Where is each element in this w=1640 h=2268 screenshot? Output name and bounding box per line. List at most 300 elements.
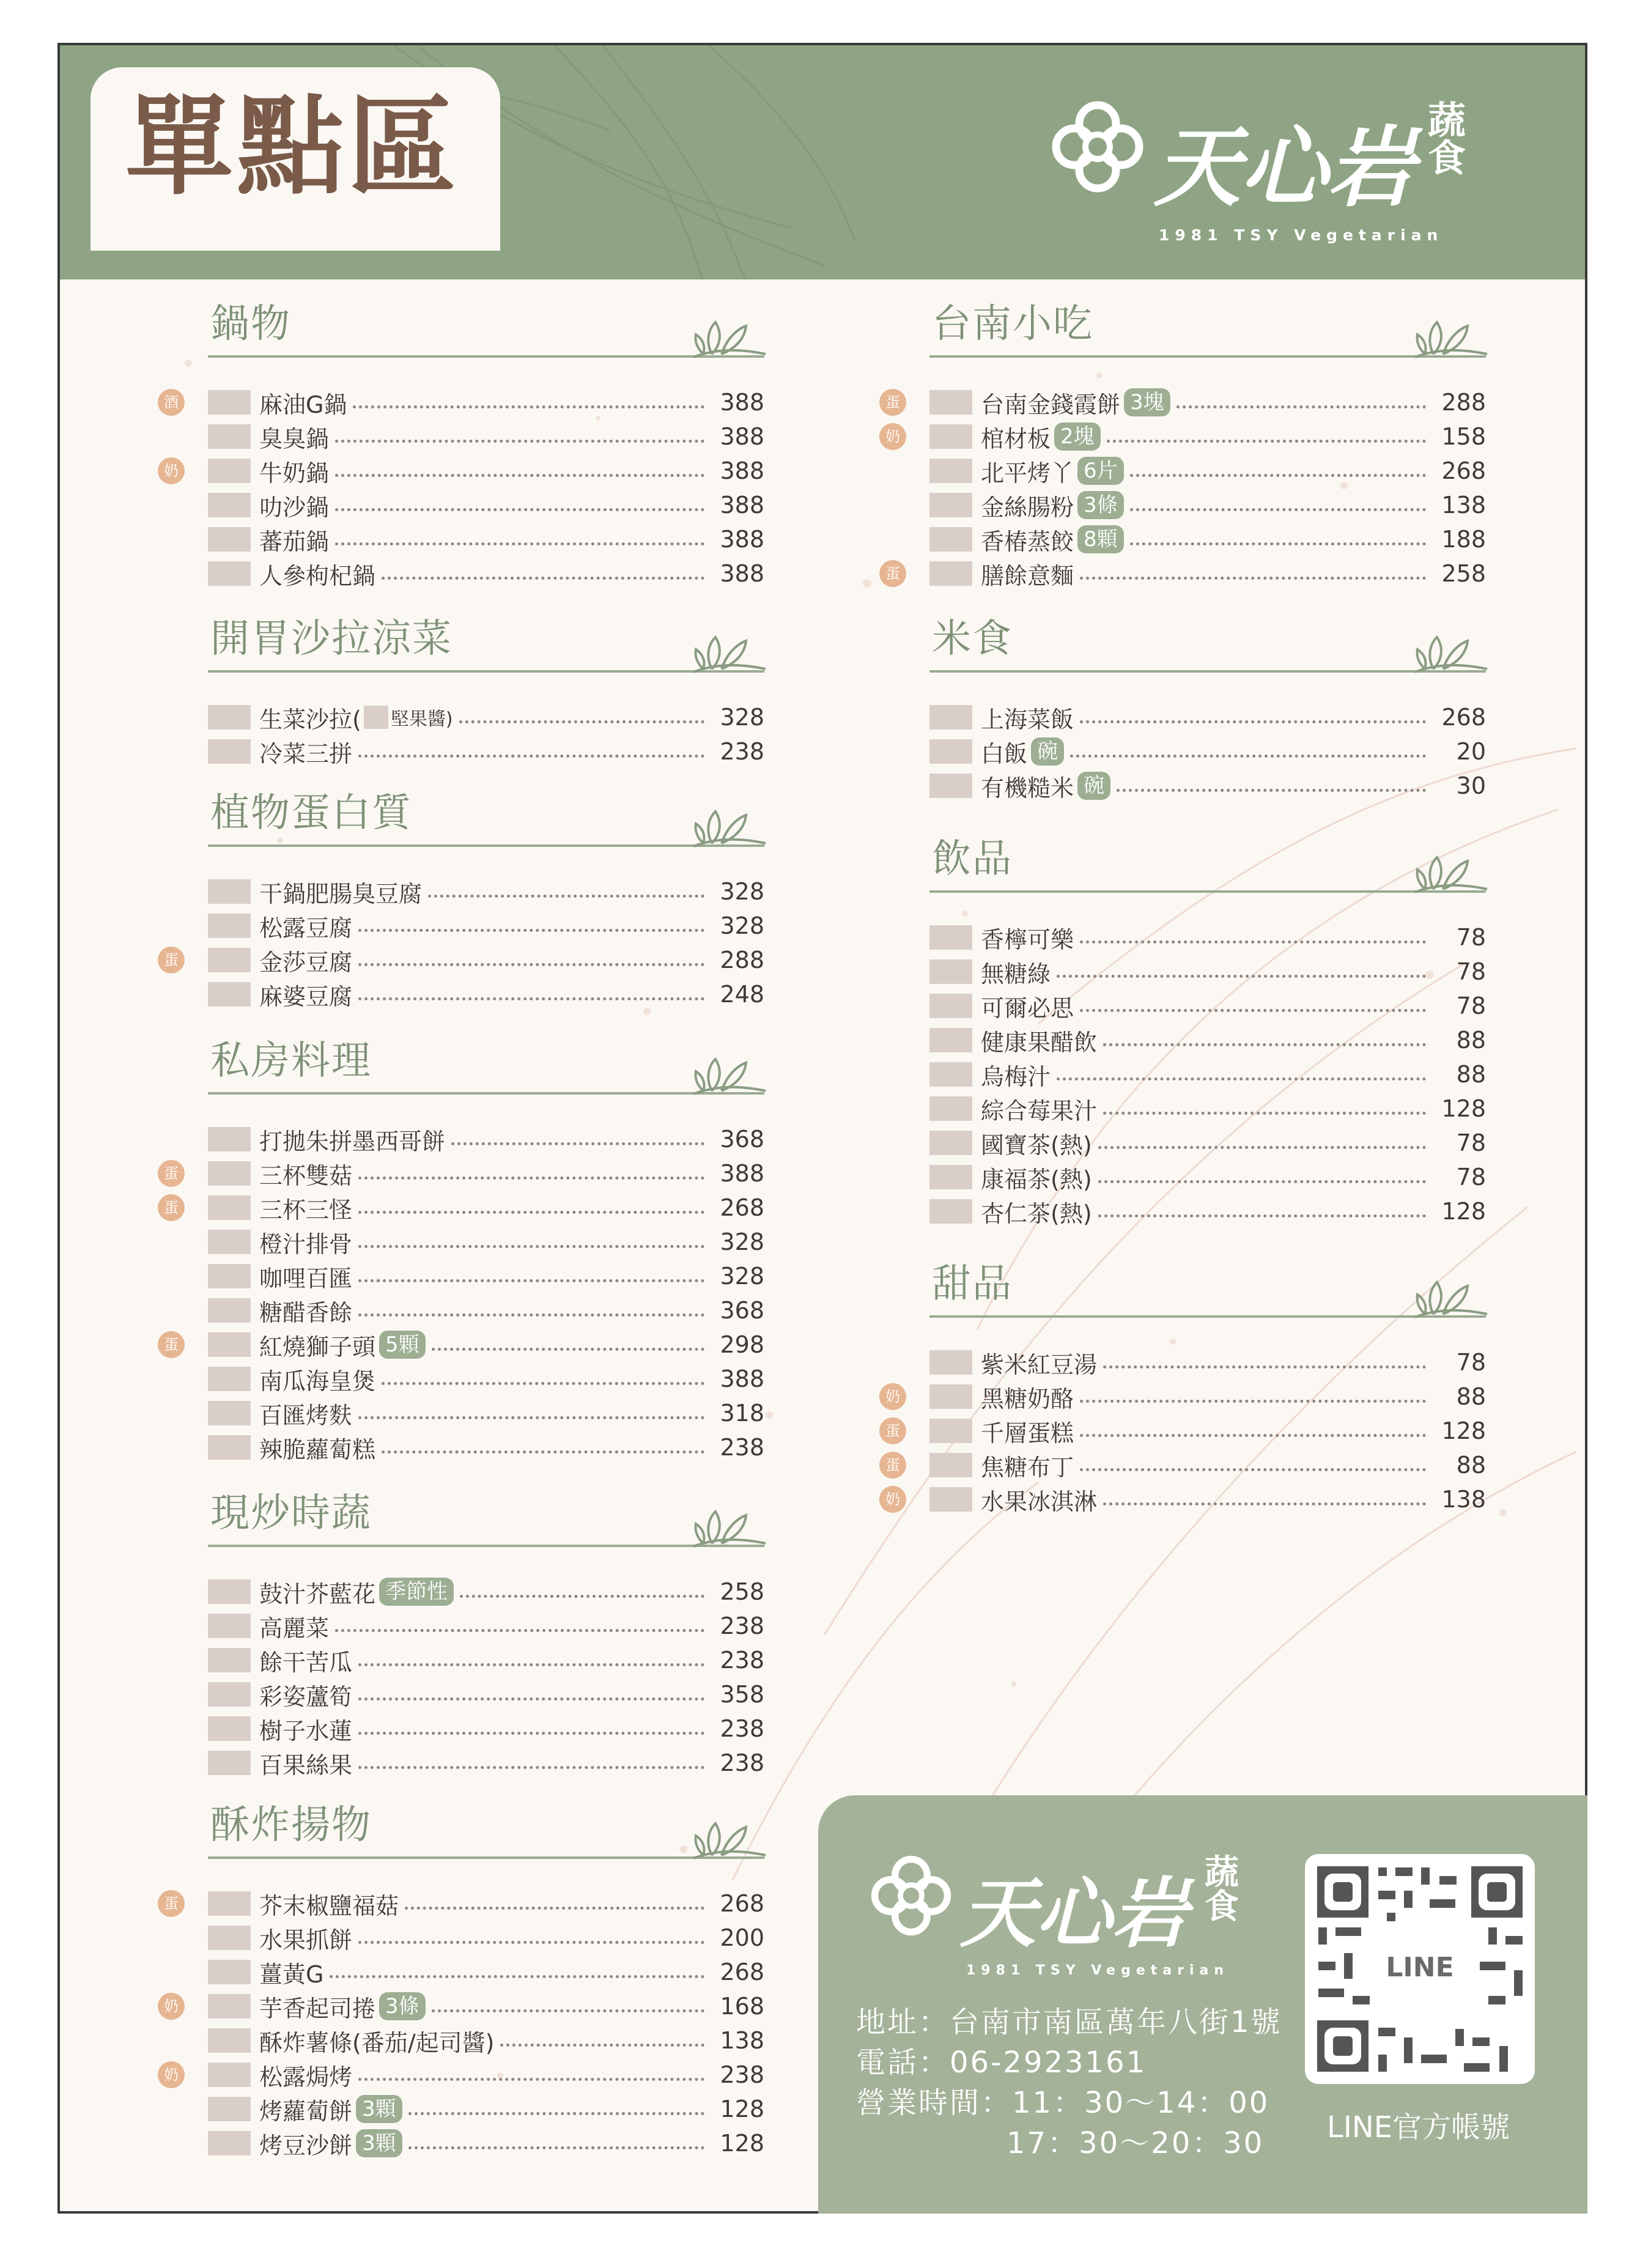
menu-item[interactable] — [929, 488, 1486, 522]
item-price: 388 — [720, 560, 764, 587]
leader-dots — [1098, 1180, 1426, 1183]
item-name: 焦糖布丁 — [981, 1454, 1074, 1481]
item-price: 268 — [720, 1194, 764, 1221]
leader-dots — [358, 1313, 704, 1317]
diet-tag: 蛋 — [879, 1417, 906, 1444]
menu-item[interactable] — [208, 1921, 764, 1955]
item-price: 258 — [1441, 560, 1486, 587]
item-swatch — [929, 390, 972, 415]
item-price: 78 — [1456, 1349, 1486, 1376]
item-price: 78 — [1456, 992, 1486, 1019]
item-swatch — [208, 1161, 251, 1186]
portion-badge: 6片 — [1077, 457, 1124, 485]
leader-dots — [358, 1245, 704, 1248]
page-title: 單點區 — [125, 83, 460, 210]
diet-tag: 蛋 — [879, 1452, 906, 1479]
item-swatch — [364, 706, 388, 729]
portion-badge: 碗 — [1031, 737, 1064, 766]
hours-text-evening: 17：30～20：30 — [1007, 2126, 1265, 2160]
item-name: 紫米紅豆湯 — [981, 1351, 1098, 1378]
leader-dots — [408, 2146, 704, 2149]
item-price: 248 — [720, 981, 764, 1008]
section-rule — [208, 1856, 764, 1859]
item-price: 388 — [720, 389, 764, 416]
item-name: 生菜沙拉( — [259, 706, 361, 733]
diet-tag: 奶 — [879, 1486, 906, 1513]
menu-item[interactable] — [164, 2058, 764, 2092]
leader-dots — [358, 1211, 704, 1214]
phone-text[interactable]: 電話：06-2923161 — [856, 2045, 1147, 2080]
item-price: 238 — [720, 1715, 764, 1742]
leader-dots — [432, 2009, 704, 2012]
item-swatch — [208, 527, 251, 552]
hours-text: 營業時間：11：30～14：00 — [856, 2086, 1270, 2120]
item-name: 人參枸杞鍋 — [259, 562, 376, 589]
menu-item[interactable] — [929, 522, 1486, 556]
item-price: 238 — [720, 738, 764, 765]
item-price: 238 — [720, 1749, 764, 1776]
leader-dots — [500, 2044, 704, 2047]
leader-dots — [382, 1450, 704, 1454]
section-title: 私房料理 — [210, 1038, 372, 1084]
item-swatch — [208, 1926, 251, 1950]
menu-item[interactable] — [164, 1886, 764, 1921]
leader-dots — [1130, 508, 1426, 511]
item-swatch — [208, 1891, 251, 1916]
menu-item[interactable] — [929, 454, 1486, 488]
item-price: 328 — [720, 1263, 764, 1290]
diet-tag: 奶 — [879, 423, 906, 450]
menu-item[interactable] — [885, 1414, 1486, 1448]
item-price: 138 — [1441, 492, 1486, 519]
item-swatch — [929, 1487, 972, 1512]
item-price: 138 — [720, 2027, 764, 2054]
leaf-icon — [687, 620, 767, 675]
menu-item[interactable] — [208, 1575, 764, 1609]
menu-item[interactable] — [208, 1712, 764, 1746]
menu-item[interactable] — [885, 1448, 1486, 1482]
menu-item[interactable] — [929, 1345, 1486, 1380]
leader-dots — [451, 1142, 704, 1145]
item-price: 238 — [720, 1612, 764, 1639]
item-name: 樹子水蓮 — [259, 1717, 353, 1745]
item-swatch — [929, 705, 972, 730]
diet-tag: 蛋 — [158, 1194, 185, 1221]
leader-dots — [1117, 789, 1426, 792]
menu-item[interactable] — [208, 1225, 764, 1259]
item-name: 咖哩百匯 — [259, 1265, 353, 1292]
leader-dots — [432, 1348, 704, 1351]
item-swatch — [929, 1028, 972, 1052]
leaf-icon — [687, 305, 767, 360]
diet-tag: 奶 — [158, 1993, 185, 2020]
item-name: 水果抓餅 — [259, 1926, 353, 1954]
leaf-icon — [1409, 305, 1488, 360]
menu-item[interactable] — [208, 1430, 764, 1465]
item-name: 芋香起司捲 — [259, 1995, 376, 2022]
leader-dots — [1080, 940, 1426, 944]
section-title: 植物蛋白質 — [210, 791, 412, 836]
diet-tag: 蛋 — [158, 1160, 185, 1187]
item-price: 30 — [1456, 772, 1486, 799]
item-name: 綜合莓果汁 — [981, 1097, 1098, 1125]
section-rule — [208, 355, 764, 358]
leader-dots — [1103, 1043, 1426, 1046]
item-swatch — [208, 561, 251, 586]
item-swatch — [929, 1096, 972, 1121]
menu-item[interactable] — [164, 943, 764, 977]
leaf-icon — [1409, 840, 1488, 895]
menu-item[interactable] — [208, 1362, 764, 1396]
item-name: 千層蛋糕 — [981, 1419, 1074, 1447]
item-price: 288 — [1441, 389, 1486, 416]
item-name: 可爾必思 — [981, 994, 1074, 1022]
leader-dots — [358, 1766, 704, 1769]
item-swatch — [208, 1751, 251, 1775]
item-swatch — [208, 1401, 251, 1425]
item-price: 88 — [1456, 1383, 1486, 1410]
leader-dots — [358, 1176, 704, 1180]
menu-item[interactable] — [208, 2023, 764, 2058]
item-name: 薑黃G — [259, 1960, 324, 1988]
item-swatch — [929, 1350, 972, 1375]
leader-dots — [335, 440, 704, 443]
item-name: 冷菜三拼 — [259, 740, 353, 767]
item-name: 烏梅汁 — [981, 1063, 1051, 1090]
item-swatch — [929, 527, 972, 552]
menu-item[interactable] — [929, 920, 1486, 955]
item-swatch — [208, 879, 251, 904]
item-price: 88 — [1456, 1452, 1486, 1479]
section-title: 飲品 — [932, 837, 1013, 882]
item-swatch — [929, 994, 972, 1018]
leader-dots — [358, 997, 704, 1000]
brand-logo-footer — [868, 1852, 1284, 1978]
item-price: 268 — [1441, 704, 1486, 731]
portion-badge: 3條 — [1077, 491, 1124, 519]
menu-item[interactable] — [164, 1328, 764, 1362]
item-price: 158 — [1441, 423, 1486, 450]
item-swatch — [208, 459, 251, 483]
item-price: 128 — [1441, 1198, 1486, 1225]
item-name-suffix: 堅果醬) — [390, 709, 453, 730]
menu-item[interactable] — [929, 700, 1486, 734]
item-price: 128 — [1441, 1417, 1486, 1444]
item-price: 328 — [720, 878, 764, 905]
menu-item[interactable] — [885, 419, 1486, 454]
menu-item[interactable] — [164, 1989, 764, 2023]
item-name: 香椿蒸餃 — [981, 528, 1074, 555]
section-rule — [929, 670, 1486, 673]
menu-item[interactable] — [208, 2092, 764, 2126]
leaf-icon — [687, 794, 767, 849]
section-drinks — [929, 832, 1486, 1227]
section-fried — [164, 1798, 764, 2159]
leader-dots — [335, 542, 704, 545]
menu-item[interactable] — [208, 1677, 764, 1712]
diet-tag: 酒 — [158, 389, 185, 416]
item-price: 388 — [720, 526, 764, 553]
menu-item[interactable] — [208, 419, 764, 454]
menu-item[interactable] — [208, 977, 764, 1011]
item-swatch — [208, 1994, 251, 2019]
portion-badge: 3顆 — [356, 2095, 402, 2123]
menu-item[interactable] — [164, 1191, 764, 1225]
portion-badge: 2塊 — [1054, 423, 1101, 451]
item-name: 糖醋香餘 — [259, 1299, 353, 1326]
menu-item[interactable] — [929, 1092, 1486, 1126]
leader-dots — [1080, 577, 1426, 580]
item-swatch — [208, 1960, 251, 1984]
item-swatch — [208, 1230, 251, 1254]
item-swatch — [208, 1332, 251, 1357]
section-title: 開胃沙拉涼菜 — [210, 616, 452, 662]
item-price: 318 — [720, 1400, 764, 1427]
item-name: 干鍋肥腸臭豆腐 — [259, 880, 423, 907]
item-swatch — [208, 1264, 251, 1288]
item-swatch — [208, 1579, 251, 1604]
item-price: 88 — [1456, 1027, 1486, 1054]
item-swatch — [929, 1453, 972, 1477]
item-price: 268 — [720, 1959, 764, 1985]
item-name: 南瓜海皇煲 — [259, 1367, 376, 1395]
section-snacks — [885, 297, 1486, 589]
menu-item[interactable] — [164, 454, 764, 488]
menu-item[interactable] — [929, 769, 1486, 803]
item-name: 健康果醋飲 — [981, 1029, 1098, 1056]
item-swatch — [208, 2097, 251, 2121]
menu-item[interactable] — [929, 1126, 1486, 1160]
menu-item[interactable] — [885, 1380, 1486, 1414]
item-price: 368 — [720, 1126, 764, 1153]
item-name: 百果絲果 — [259, 1751, 353, 1779]
section-private — [164, 1033, 764, 1463]
menu-item[interactable] — [929, 989, 1486, 1023]
item-name: 芥末椒鹽福菇 — [259, 1892, 399, 1919]
section-stirfry — [208, 1486, 764, 1779]
section-rule — [208, 1092, 764, 1095]
menu-item[interactable] — [208, 700, 764, 734]
item-name: 臭臭鍋 — [259, 425, 330, 452]
item-price: 268 — [720, 1890, 764, 1917]
item-price: 78 — [1456, 924, 1486, 951]
menu-item[interactable] — [885, 1482, 1486, 1516]
leader-dots — [382, 1382, 704, 1385]
qr-label: LINE官方帳號 — [1327, 2110, 1510, 2144]
section-hotpot — [164, 297, 764, 589]
menu-item[interactable] — [208, 909, 764, 943]
menu-item[interactable] — [885, 556, 1486, 591]
item-name: 蕃茄鍋 — [259, 528, 330, 555]
section-title: 台南小吃 — [932, 301, 1093, 347]
menu-item[interactable] — [929, 1057, 1486, 1092]
leader-dots — [1057, 1077, 1426, 1080]
diet-tag: 蛋 — [158, 947, 185, 973]
item-name: 松露豆腐 — [259, 914, 353, 942]
menu-item[interactable] — [929, 734, 1486, 769]
leader-dots — [1130, 474, 1426, 477]
menu-item[interactable] — [208, 1955, 764, 1989]
item-name: 無糖綠 — [981, 960, 1051, 988]
leader-dots — [358, 1279, 704, 1282]
item-price: 388 — [720, 1365, 764, 1392]
item-name: 北平烤丫 — [981, 459, 1074, 487]
item-price: 138 — [1441, 1486, 1486, 1513]
leader-dots — [335, 1629, 704, 1632]
leader-dots — [335, 508, 704, 511]
item-price: 78 — [1456, 1164, 1486, 1191]
item-price: 388 — [720, 1160, 764, 1187]
item-name: 彩姿蘆筍 — [259, 1683, 353, 1710]
leader-dots — [1080, 1434, 1426, 1437]
item-swatch — [929, 1199, 972, 1224]
item-swatch — [929, 774, 972, 798]
leader-dots — [1098, 1214, 1426, 1217]
item-price: 128 — [720, 2096, 764, 2122]
item-price: 200 — [720, 1924, 764, 1951]
item-price: 128 — [1441, 1095, 1486, 1122]
item-price: 368 — [720, 1297, 764, 1324]
item-price: 328 — [720, 704, 764, 731]
item-swatch — [208, 493, 251, 517]
item-name: 膳餘意麵 — [981, 562, 1074, 589]
leader-dots — [1057, 975, 1426, 978]
leader-dots — [1103, 1502, 1426, 1505]
item-swatch — [208, 1716, 251, 1741]
item-swatch — [208, 948, 251, 972]
leader-dots — [460, 1595, 704, 1598]
line-qr-code[interactable] — [1305, 1854, 1535, 2084]
leader-dots — [358, 963, 704, 966]
item-name: 辣脆蘿蔔糕 — [259, 1436, 376, 1463]
item-price: 238 — [720, 2061, 764, 2088]
menu-item[interactable] — [208, 1746, 764, 1780]
section-rule — [929, 355, 1486, 358]
item-name: 烤豆沙餅 — [259, 2132, 353, 2159]
menu-item[interactable] — [208, 874, 764, 909]
item-swatch — [929, 1384, 972, 1409]
menu-item[interactable] — [208, 1396, 764, 1430]
item-price: 88 — [1456, 1061, 1486, 1088]
item-name: 棺材板 — [981, 425, 1051, 452]
menu-item[interactable] — [208, 1259, 764, 1293]
menu-item[interactable] — [929, 1160, 1486, 1194]
section-rule — [208, 1545, 764, 1547]
section-protein — [164, 786, 764, 1010]
item-name: 百匯烤麩 — [259, 1402, 353, 1429]
leader-dots — [1070, 755, 1426, 758]
section-title: 甜品 — [932, 1261, 1013, 1307]
menu-item[interactable] — [164, 385, 764, 419]
item-swatch — [208, 1614, 251, 1638]
section-title: 酥炸揚物 — [210, 1803, 372, 1848]
leader-dots — [353, 405, 704, 408]
menu-item[interactable] — [929, 1194, 1486, 1228]
item-price: 288 — [720, 947, 764, 973]
item-price: 238 — [720, 1647, 764, 1674]
leaf-icon — [687, 1042, 767, 1097]
item-swatch — [208, 2028, 251, 2053]
item-price: 388 — [720, 457, 764, 484]
menu-item[interactable] — [208, 556, 764, 591]
section-rice — [929, 611, 1486, 802]
menu-item[interactable] — [208, 1122, 764, 1156]
leader-dots — [428, 895, 704, 898]
leader-dots — [1176, 405, 1426, 408]
item-name: 鼓汁芥藍花 — [259, 1580, 376, 1608]
leader-dots — [358, 755, 704, 758]
item-swatch — [929, 493, 972, 517]
leader-dots — [358, 929, 704, 932]
menu-item[interactable] — [208, 1293, 764, 1328]
menu-item[interactable] — [164, 1156, 764, 1191]
section-desserts — [885, 1257, 1486, 1515]
item-swatch — [929, 1131, 972, 1155]
leader-dots — [358, 1941, 704, 1944]
item-name: 香檸可樂 — [981, 926, 1074, 953]
item-price: 358 — [720, 1681, 764, 1708]
item-swatch — [208, 739, 251, 764]
diet-tag: 奶 — [158, 2061, 185, 2088]
leader-dots — [335, 474, 704, 477]
menu-item[interactable] — [208, 734, 764, 769]
item-swatch — [929, 959, 972, 984]
item-swatch — [929, 561, 972, 586]
menu-item[interactable] — [929, 955, 1486, 989]
brand-name: 天心岩 — [960, 1869, 1188, 1958]
item-name: 國寶茶(熱) — [981, 1131, 1092, 1159]
address-text: 地址：台南市南區萬年八街1號 — [856, 2005, 1282, 2039]
leader-dots — [1098, 1146, 1426, 1149]
leader-dots — [358, 1732, 704, 1735]
flower-icon — [1049, 98, 1147, 196]
menu-item[interactable] — [929, 1023, 1486, 1057]
menu-item[interactable] — [208, 488, 764, 522]
leader-dots — [358, 2078, 704, 2081]
leaf-icon — [1409, 1265, 1488, 1320]
section-title: 鍋物 — [210, 301, 291, 347]
item-swatch — [208, 705, 251, 730]
portion-badge: 3條 — [379, 1992, 426, 2020]
menu-item[interactable] — [208, 1609, 764, 1643]
leader-dots — [408, 2112, 704, 2115]
menu-item[interactable] — [885, 385, 1486, 419]
menu-item[interactable] — [208, 2126, 764, 2160]
item-name: 黑糖奶酪 — [981, 1385, 1074, 1413]
leader-dots — [330, 1975, 704, 1978]
diet-tag: 蛋 — [879, 560, 906, 587]
brand-veg: 蔬食 — [1428, 98, 1466, 180]
leaf-icon — [687, 1494, 767, 1550]
brand-name: 天心岩 — [1154, 117, 1414, 218]
leader-dots — [382, 577, 704, 580]
item-name: 金莎豆腐 — [259, 948, 353, 976]
leader-dots — [1080, 1009, 1426, 1012]
item-price: 298 — [720, 1331, 764, 1358]
portion-badge: 3顆 — [356, 2129, 402, 2157]
menu-item[interactable] — [208, 1643, 764, 1677]
item-price: 388 — [720, 492, 764, 519]
leader-dots — [1107, 440, 1426, 443]
diet-tag: 奶 — [158, 457, 185, 484]
leaf-icon — [687, 1806, 767, 1861]
item-name: 金絲腸粉 — [981, 493, 1074, 521]
item-name: 麻油G鍋 — [259, 391, 347, 418]
diet-tag: 奶 — [879, 1383, 906, 1410]
item-swatch — [929, 1062, 972, 1087]
menu-item[interactable] — [208, 522, 764, 556]
item-price: 328 — [720, 912, 764, 939]
